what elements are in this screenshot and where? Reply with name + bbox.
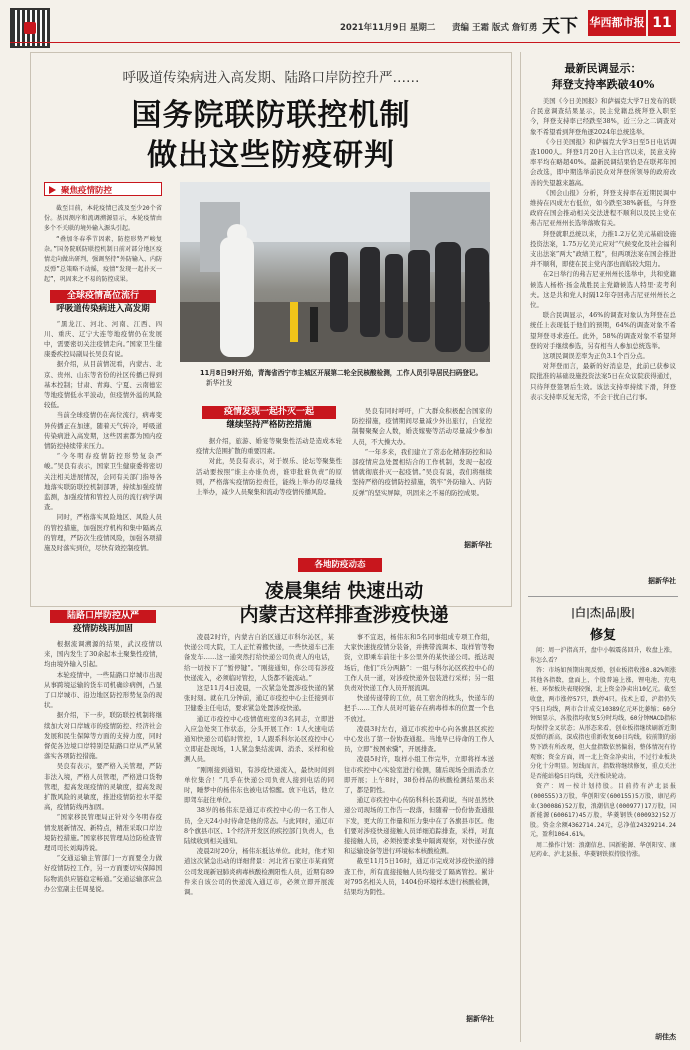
lead-byline: 据新华社 — [464, 541, 492, 549]
play-icon — [49, 186, 56, 194]
stock-column-body — [530, 646, 676, 860]
body-col — [44, 639, 162, 894]
second-story-tag — [298, 558, 382, 572]
right-article — [530, 96, 676, 574]
body-para: 同时，严格落实风险地区、风险人员的管控措施，加强医疗机构和集中隔离点的管理，严防次生疫情风险，加强各项措施及时落实到位，尽快有效控制疫情。 — [44, 513, 162, 553]
column-tag: |白|杰|品|股| — [570, 606, 636, 619]
second-col-2 — [344, 632, 494, 1012]
body-para: 《国会山报》分析，拜登支持率在近期民调中维持在四成左右低位，如今跌至38%新低，与拜登政府在国会推动相关交法进程不顺利以及民主党在弗吉尼亚州州长选举落败有关。 — [530, 188, 676, 228]
photo-caption-text: 11月8日9时开始，青海省西宁市主城区开展第二轮全民核酸检测，工作人员引导居民扫码登记。 — [200, 369, 483, 377]
body-para: 据介绍，下一步，联防联控机制将继续加大对口岸城市的疫情防控、经济社会发展和民生保障等方面的支持力度，同时督促各边境口岸特别是陆路口岸从严从紧落实各项防控措施。 — [44, 711, 162, 761]
body-col — [530, 96, 676, 402]
topic-tag-label: 聚焦疫情防控 — [61, 186, 113, 196]
lead-intro — [44, 204, 162, 286]
body-para: “今冬明春疫情防控形势复杂严峻。”吴良有表示，国家卫生健康委将密切关注相关进展情况，会同有关部门指导各地落实联防联控机制部署，持续加强疫情监测，加强疫情和管控人员的流行病学调查。 — [44, 452, 162, 512]
topic-tag — [44, 182, 162, 196]
body-para: 当前全球疫情仍在高位流行，病毒变异传播正在加速，随着天气转冷，呼吸道传染病进入高发期，这些因素都为国内疫情防控持续带来压力。 — [44, 411, 162, 451]
body-para: 根据流调溯源的结果，武汉疫情以来，国内发生了30余起本土聚集性疫情，均由境外输入引起。 — [44, 640, 162, 669]
right-headline-2: 拜登支持率跌破40% — [551, 78, 655, 91]
body-para: “国家移民管理局正针对今冬明春疫情发展新情况、新特点，精准采取口岸边境防控措施。”国家移民管理局边防检查管理司司长刘海涛说。 — [44, 813, 162, 853]
body-col — [196, 436, 342, 497]
stock-para: 资产：周一按计划持股。目前持有泸北县报(000555)3万股，华创阳安(600155)5万股，康尼药业(300086)52万股，浪潮信息(000977)17万股，国新能源(600617)45万股，华菱钢铁(000932)52万股。资金余额4362714.24元，总净值24329214.24元，盈利1064.61%。 — [530, 783, 676, 839]
body-para: 38岁的杨伟东是通辽市疾控中心的一名工作人员，全天24小时待命是他的常态。与此同时，通辽市8个旗县市区、1个经济开发区的疾控部门负责人，也陆续收到相关通知。 — [184, 806, 334, 846]
header-rule — [10, 42, 680, 43]
photo-scene — [180, 182, 490, 362]
body-para: 凌晨3时左右，通辽市疾控中心向各旗县区疾控中心发出了第一份协查通报。当地早已待命的工作人员，立即“按图索骥”，开展排查。 — [344, 724, 494, 754]
qr-logo — [24, 22, 36, 34]
body-para: 据介绍，旅游、婚宴等聚集性活动是造成本轮疫情大范围扩散的重要因素。 — [196, 437, 342, 456]
lead-col-2 — [196, 406, 342, 576]
lead-intro-para: “叠加冬春季节因素，防控形势严峻复杂。”国务院联防联控机制日前对部分地区疫情走向做出研判，强调坚持“外防输入、内防反弹”总策略不动摇，疫情“发现一起扑灭一起”，巩固来之不易的防控成果。 — [44, 235, 162, 284]
body-para: 吴良有同时呼吁，广大群众积极配合国家的防控措施，疫情期间尽量减少外出旅行，自觉控制餐聚聚会人数，婚丧嫁娶等活动尽量减少参加人员，不大操大办。 — [352, 407, 492, 446]
photo-credit: 新华社发 — [206, 379, 233, 387]
subhead-black: 继续坚持严格防控措施 — [226, 420, 312, 430]
lead-col-1b — [44, 610, 162, 1030]
body-para: 本轮疫情中，一些陆路口岸城市出现从事跨境运输的货车司机确诊病例，凸显了口岸城市、沿边地区防控形势复杂的现状。 — [44, 670, 162, 710]
body-para: 对此，吴良有表示，对于娱乐、论坛等聚集性活动要按照“谁主办谁负责，谁审批谁负责”的原则，严格落实疫情防控责任，能线上举办的尽量线上举办，减少人员聚集和流动等疫情传播风险。 — [196, 457, 342, 497]
column-author: 胡佳杰 — [655, 1033, 676, 1041]
stock-para: 周二操作计划：浪潮信息、国新能源、华创阳安、康尼药业、泸北县报、华菱钢铁拟持股待涨。 — [530, 841, 676, 859]
second-headline-2: 内蒙古这样排查涉疫快递 — [239, 604, 449, 626]
body-para: 通辽市疫控中心疫情值班室的3名同志，立即进入应急处突工作状态，分头开展工作：1人火速电话通知快递公司临时管控，1人跟系科尔沁区疫控中心立即赶赴现场，1人紧急集结流调、消杀、采样和检测人员。 — [184, 714, 334, 764]
subhead-red: 陆路口岸防控从严 — [50, 610, 156, 623]
stock-para: 问：周一沪指高开，盘中小幅震荡回升，收盘上涨，你怎么看？ — [530, 647, 676, 664]
body-col — [344, 632, 494, 897]
lead-headline-1: 国务院联防联控机制 — [131, 98, 411, 133]
body-col — [184, 632, 334, 897]
body-para: 凌晨2时20分，杨伟东抵达单位。此时，他才知道这次紧急出动的详细背景：河北省石家庄市某商贸公司发现新冠肺炎病毒核酸检测阳性人员，近期有89件来自该公司的快递流入通辽市，必须立即开展流调。 — [184, 847, 334, 897]
body-para: 吴良有表示，要严格入关管理，严防非法入境，严格人员管理，严格进口货物管理，提高发现疫情的灵敏度，提高发现扩散风险的灵敏度，推进疫情防控水平提高，疫情防线再加固。 — [44, 762, 162, 812]
body-para: 《今日美国报》和萨福克大学3日至5日电话调查1000人。拜登1月20日入主白宫以来，民意支持率平均在略超40%。最新民调结果恰是在联邦年国会改选，即中期选举前民众对拜登所领导的政府改善的失望越来越高。 — [530, 137, 676, 187]
page-number: 11 — [648, 10, 676, 36]
body-para: 在2日举行的弗吉尼亚州州长选举中，共和党籍候选人杨格·扬金战胜民主党籍候选人特里·麦考利夫。这是共和党人时隔12年夺回弗吉尼亚州州长之位。 — [530, 270, 676, 310]
photo-caption — [200, 368, 490, 388]
body-para: “交通运输主管部门一方面要全力做好疫情防控工作，另一方面要切实保障国际物流供应链稳定畅通。”交通运输部应急办公室副主任周旻说。 — [44, 854, 162, 893]
lead-intro-para: 截至目前，本轮疫情已波及至少20个省份。基因测序和流调溯源显示，本轮疫情由多个不关联的境外输入源头引起。 — [44, 205, 162, 233]
header-editor: 责编 王霜 版式 詹钉勇 — [452, 23, 538, 33]
column-title: 修复 — [589, 628, 616, 643]
body-para: 凌晨2时许，内蒙古自治区通辽市科尔沁区，某快递公司大院，工人正忙着搬快递，一些快递车已准备发车……这一通突然打给快递公司负责人的电话，给一切按下了“暂停键”。“刚接通知，你公司有涉疫快递流入，必须临时管控，人货都不能流动。” — [184, 633, 334, 682]
body-para: 快递传递带的工位，员工宿舍的枕头，快递车的把手……工作人员对可能存在病毒样本的位置一个也不放过。 — [344, 694, 494, 723]
body-para: “黑龙江、河北、河南、江西、四川、重庆、辽宁大连等地疫情仍在发展中，需要密切关注疫情走向。”国家卫生健康委疾控局副局长吴良有说。 — [44, 319, 162, 359]
subhead-black: 呼吸道传染病进入高发期 — [56, 303, 150, 314]
right-headline-1: 最新民调显示： — [564, 62, 642, 75]
body-para: 美国《今日美国报》和萨福克大学7日发布的联合民意调查结果显示，民主党籍总统拜登入职至今，拜登支持率已经跌至38%，近三分之二调查对象不希望看到拜登角逐2024年总统选举。 — [530, 97, 676, 136]
lead-col-3 — [352, 406, 492, 546]
body-para: 通辽市疾控中心传防科科长聂莉说，当时虽然快递公司现场的工作告一段落，但随着一份份协查通报下发，更大的工作量和压力集中在了各旗县市区。他们要对涉疫快递接触人员详细追踪排查，采样，对直接接触人员，必须按要求集中隔离观察，对快递存放和运输设备等进行环境标本核酸检测。 — [344, 796, 494, 856]
right-byline: 据新华社 — [648, 577, 676, 585]
second-col-1 — [184, 632, 334, 1034]
subhead-black: 疫情防线再加固 — [73, 624, 133, 634]
news-photo — [180, 182, 490, 362]
body-col — [352, 406, 492, 498]
body-para: 对拜登而言，最新的好消息是，此前已获参议院批准的基础设施投资法案5日在众议院获得通过，只待拜登签署后生效。该法支持率持续下滑，拜登表示支持率反复无常，不会干扰自己行事。 — [530, 362, 676, 401]
body-para: “一年多来，我们建立了常态化精准防控和局部疫情应急处置相结合的工作机制，发现一起疫情就彻底扑灭一起疫情。”吴良有说，我们将继续坚持严格的疫情防控措施，筑牢“外防输入、内防反弹”的坚实屏障，巩固来之不易的防控成果。 — [352, 447, 492, 497]
body-para: 联合民调显示，46%的调查对象认为拜登在总统任上表现低于他们的预期，64%的调查对象不希望拜登寻求连任。此外，58%的调查对象不希望拜登的对手继续参选，另有相当人参加总统选举。 — [530, 311, 676, 350]
second-byline: 据新华社 — [466, 1015, 494, 1023]
body-para: 拜登就职总统以来，力推1.2万亿美元基础设施投资法案，1.75万亿美元应对“气候变化及社会福利支出法案”两大“政绩工程”，但两项法案在国会推进并不顺利，即使在民主党内部也面临较大阻力。 — [530, 229, 676, 269]
header-date: 2021年11月9日 星期二 — [340, 23, 436, 33]
lead-headline-2: 做出这些防疫研判 — [147, 138, 395, 173]
section-name: 天下 — [542, 16, 578, 37]
stock-column — [530, 646, 676, 1030]
body-para: 这是11月4日凌晨，一次紧急处置涉疫快递的紧张时刻。就在几分钟前，通辽市疫控中心主任接到市卫健委主任电话，要求紧急处置涉疫快递。 — [184, 684, 334, 713]
body-para: 事不宜迟，杨伟东和5名同事组成专项工作组，大家快速拢疫情分装备，并携带流调本、取样管等物资，立即乘车前往十多公里外的某快递公司。抵达现场后，他们“兵分两路”：一组与科尔沁区疾控中心的工作人员一道，对涉疫快递外包装进行采样；另一组负责对快递工作人员开展流调。 — [344, 633, 494, 693]
subhead-red: 全球疫情高位流行 — [50, 290, 156, 303]
second-story-tag-label: 各地防疫动态 — [314, 560, 366, 570]
body-para: 据介绍，从目前情况看，内蒙古、北京、贵州、山东等省份的社区传播已得到基本控制；甘肃、青海、宁夏、云南德宏等地疫情低水平波动，但疫情外溢的风险较低。 — [44, 360, 162, 410]
body-para: 凌晨5时许，取样小组工作完毕，立即将样本送往市疾控中心实验室进行检测，随后现场全面消杀立即开展；上午8时，38份样品的核酸检测结果出来了，都是阴性。 — [344, 755, 494, 795]
lead-col-1 — [44, 204, 162, 599]
body-para: 这项民调误差率为正负3.1个百分点。 — [542, 352, 649, 361]
subhead-red: 疫情发现一起扑灭一起 — [202, 406, 336, 419]
paper-logo: 华西都市报 — [588, 10, 646, 36]
second-headline-1: 凌晨集结 快速出动 — [264, 580, 424, 602]
lead-kicker: 呼吸道传染病进入高发期、陆路口岸防控升严…… — [122, 70, 420, 86]
right-column-divider — [520, 52, 521, 1042]
stock-para: 答：市场如预期出现反弹，创业板指收涨0.82%领涨其他各指数，盘面上，个股普遍上涨，锂电池、充电桩、环保板块表现较强，北上资金净卖出10亿元。截至收盘，两市涨停57只，跌停4只。技术上看，沪指仍失守5日均线，两市合计成交10389亿元环比萎缩；60分钟图显示，各股指均收复5分时均线，60分钟MACD指标均保持金叉状态；从形态来看，创业板指继续刷新近期反弹的新高，深成指也重新收复60日均线，较前期的弱势下跌有所改观，但大盘指数依然偏弱，整体情况有待观察；资金方面，周一北上资金净卖出，不过行业板块分化十分明显。短线而言，指数将继续修复，重点关注是否能站稳5日均线，关注板块轮动。 — [530, 667, 676, 780]
body-para: “刚刚接到通知，有涉疫快递流入，最快时间到单位集合！”几乎在快递公司负责人接到电话的同时，睡梦中的杨伟东也被电话惊醒。放下电话，他立即驾车赶往单位。 — [184, 765, 334, 805]
body-col — [44, 319, 162, 554]
right-section-rule — [528, 596, 678, 597]
body-para: 截至11月5日16时，通辽市完成对涉疫快递的排查工作，所有直接接触人员均接受了隔离管控。累计对795名相关人员，1404份环境样本进行核酸检测，结果均为阴性。 — [344, 857, 494, 897]
